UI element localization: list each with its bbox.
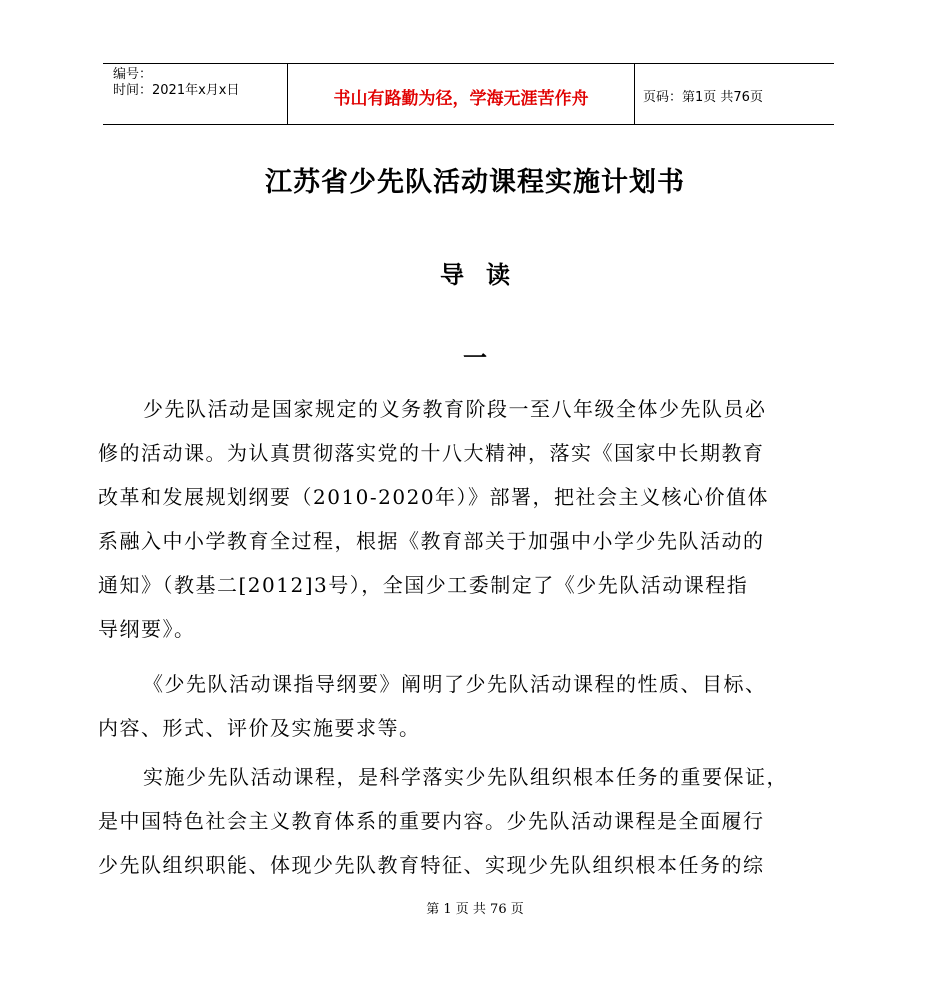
body-line: 《少先队活动课指导纲要》阐明了少先队活动课程的性质、目标、 bbox=[143, 672, 767, 696]
body-line: 实施少先队活动课程，是科学落实少先队组织根本任务的重要保证， bbox=[143, 765, 788, 789]
section-number: 一 bbox=[463, 344, 487, 372]
body-line: 改革和发展规划纲要（2010-2020年）》部署，把社会主义核心价值体 bbox=[98, 485, 770, 509]
body-line: 系融入中小学教育全过程，根据《教育部关于加强中小学少先队活动的 bbox=[98, 529, 765, 553]
header-page-label: 页码：第1页 共76页 bbox=[643, 90, 763, 105]
page-footer: 第 1 页 共 76 页 bbox=[426, 902, 524, 917]
header-time-label: 时间：2021年x月x日 bbox=[113, 83, 240, 98]
header-number-label: 编号： bbox=[113, 67, 153, 82]
body-line: 少先队活动是国家规定的义务教育阶段一至八年级全体少先队员必 bbox=[143, 397, 767, 421]
body-line: 是中国特色社会主义教育体系的重要内容。少先队活动课程是全面履行 bbox=[98, 809, 765, 833]
section-title: 导读 bbox=[440, 261, 532, 289]
body-line: 修的活动课。为认真贯彻落实党的十八大精神，落实《国家中长期教育 bbox=[98, 441, 765, 465]
body-line: 通知》（教基二[2012]3号），全国少工委制定了《少先队活动课程指 bbox=[98, 573, 749, 597]
body-line: 导纲要》。 bbox=[98, 617, 196, 641]
body-line: 少先队组织职能、体现少先队教育特征、实现少先队组织根本任务的综 bbox=[98, 853, 765, 877]
document-title: 江苏省少先队活动课程实施计划书 bbox=[265, 167, 685, 198]
body-line: 内容、形式、评价及实施要求等。 bbox=[98, 716, 421, 740]
header-motto: 书山有路勤为径，学海无涯苦作舟 bbox=[333, 88, 589, 109]
